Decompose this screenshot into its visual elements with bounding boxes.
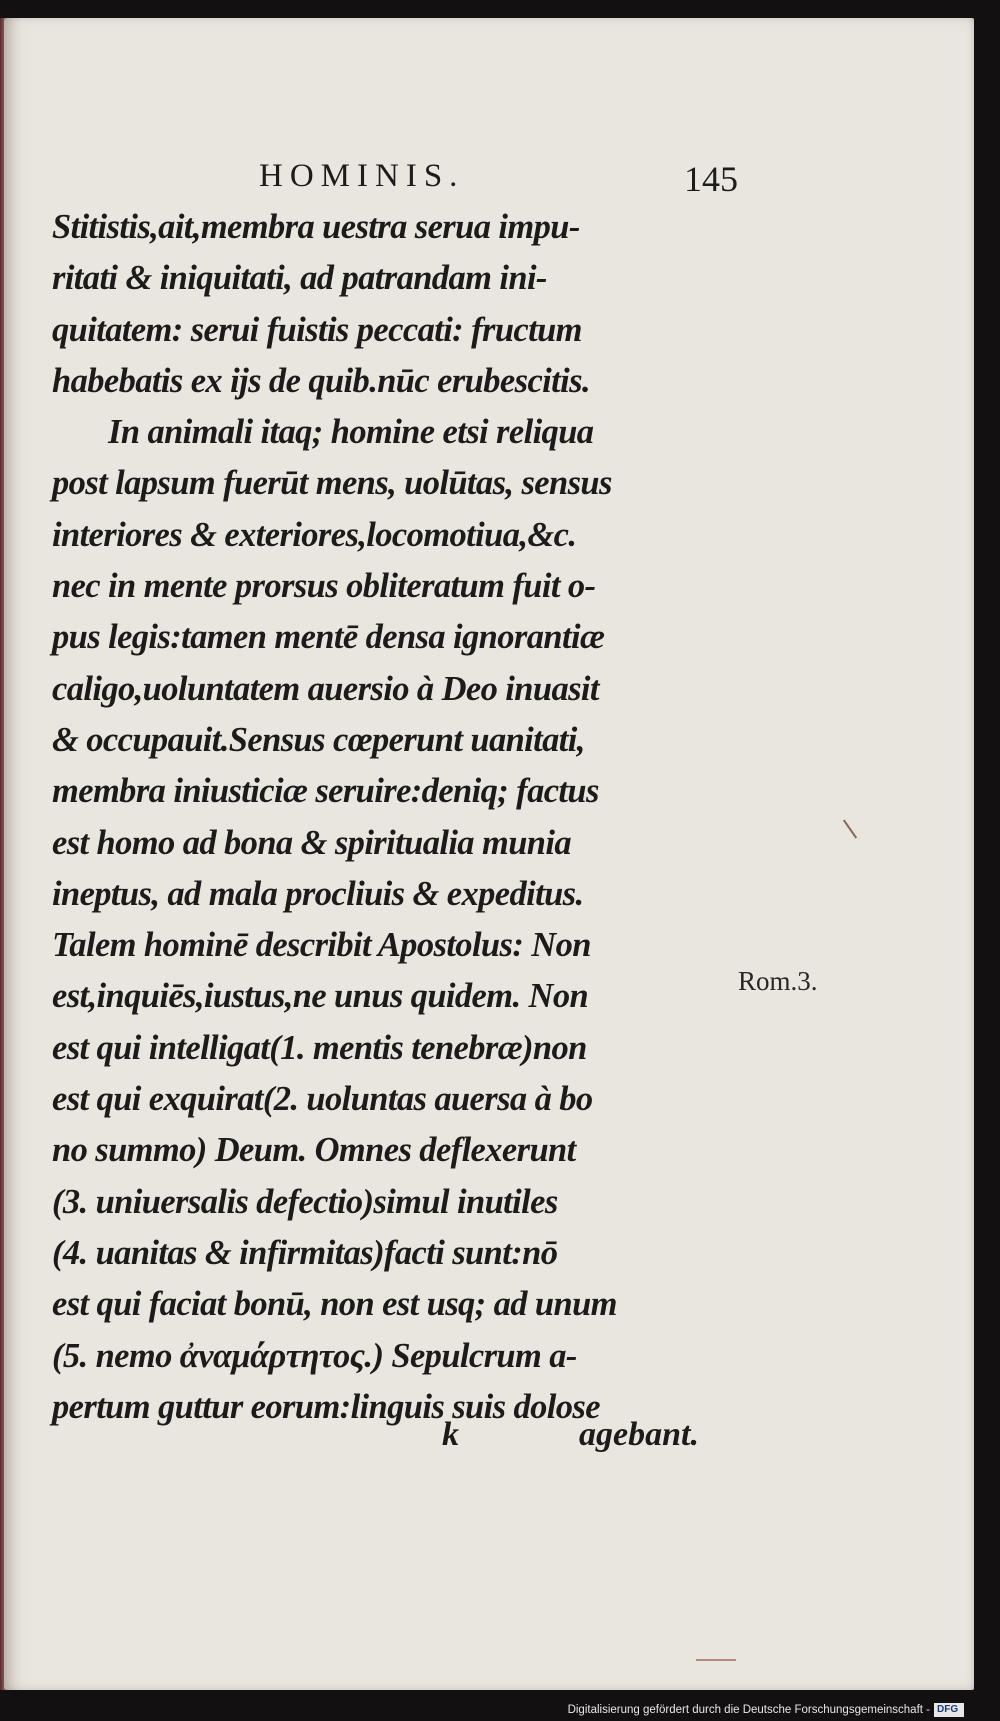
page-number: 145 [684, 159, 738, 199]
text-line: pus legis:tamen mentē densa ignorantiæ [52, 618, 605, 657]
text-line: interiores & exteriores,locomotiua,&c. [52, 515, 577, 554]
text-line: post lapsum fuerūt mens, uolūtas, sensus [52, 464, 612, 503]
text-line: quitatem: serui fuistis peccati: fructum [52, 310, 582, 349]
digitization-credit [568, 1703, 964, 1717]
text-line: est,inquiēs,iustus,ne unus quidem. Non [52, 977, 589, 1016]
credit-text: Digitalisierung gefördert durch die Deutsche Forschungsgemeinschaft - [567, 1704, 930, 1716]
text-line: (5. nemo ἀναμάρτητος.) Sepulcrum a- [52, 1336, 577, 1375]
page-blemish [696, 1659, 736, 1661]
text-line: pertum guttur eorum:linguis suis dolose [52, 1387, 600, 1426]
text-block [52, 202, 752, 1433]
text-line: & occupauit.Sensus cœperunt uanitati, [52, 720, 585, 759]
catchword: agebant. [579, 1416, 699, 1453]
text-line: habebatis ex ijs de quib.nūc erubescitis. [52, 361, 590, 400]
text-line: ritati & iniquitati, ad patrandam ini- [52, 259, 547, 298]
text-line: est qui exquirat(2. uoluntas auersa à bo [52, 1080, 593, 1119]
text-line: nec in mente prorsus obliteratum fuit o- [52, 567, 596, 606]
text-line: Talem hominē describit Apostolus: Non [52, 926, 591, 965]
text-line: no summo) Deum. Omnes deflexerunt [52, 1131, 576, 1170]
signature-mark: k [442, 1416, 459, 1453]
book-page [4, 18, 974, 1690]
text-line: (3. uniuersalis defectio)simul inutiles [52, 1182, 558, 1221]
running-title: HOMINIS. [259, 158, 465, 194]
text-line: caligo,uoluntatem auersio à Deo inuasit [52, 669, 599, 708]
text-line: In animali itaq; homine etsi reliqua [108, 413, 594, 452]
text-line: est qui intelligat(1. mentis tenebræ)non [52, 1028, 587, 1067]
page-blemish [843, 819, 857, 838]
running-head [4, 158, 974, 202]
marginal-note: Rom.3. [738, 966, 818, 996]
dfg-logo [934, 1703, 964, 1717]
text-line: est qui faciat bonū, non est usq; ad unum [52, 1285, 617, 1324]
text-line: Stitistis,ait,membra uestra serua impu- [52, 208, 580, 246]
text-line: (4. uanitas & infirmitas)facti sunt:nō [52, 1233, 558, 1272]
text-line: est homo ad bona & spiritualia munia [52, 823, 572, 862]
text-line: membra iniusticiæ seruire:deniq; factus [52, 772, 599, 811]
text-line: ineptus, ad mala procliuis & expeditus. [52, 874, 584, 913]
